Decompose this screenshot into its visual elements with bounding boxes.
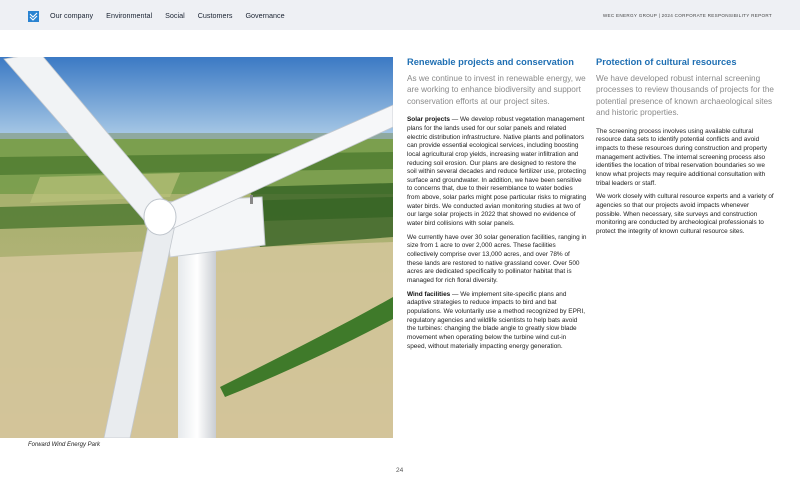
solar-projects-paragraph xyxy=(407,116,587,229)
screening-paragraph: The screening process involves using available cultural resource data sets to identify potential conflicts and avoid impacts to these resources during construction and property management activities. The internal screening process also identifies the location of tribal reservation boundaries so we know what projects may require additional consultation with tribal leaders or staff. xyxy=(596,127,768,187)
solar-projects-label: Solar projects xyxy=(407,116,450,124)
nav-item-social[interactable]: Social xyxy=(165,11,185,20)
top-navigation-bar xyxy=(0,0,800,30)
wind-facilities-paragraph xyxy=(407,291,587,352)
report-title: WEC ENERGY GROUP | 2024 CORPORATE RESPONSIBILITY REPORT xyxy=(602,13,772,18)
nav-item-environmental[interactable]: Environmental xyxy=(106,11,153,20)
section-heading: Renewable projects and conservation xyxy=(407,57,574,67)
solar-facilities-paragraph: We currently have over 30 solar generation facilities, ranging in size from 1 acre to over 2,000 acres. These facilities collectively comprise over 13,000 acres, and over 78% of these lands are restored to native grassland cover. Over 500 acres are dedicated specifically to pollinator habitat that is managed for rich floral diversity. xyxy=(407,233,587,285)
solar-projects-text: — We develop robust vegetation management plans for the lands used for our solar panels and related electric distribution infrastructure. Native plants and pollinators can provide essential ecological services, including boosting local agricultural crop yields, increasing water infiltration and reducing soil erosion. Our plans are designed to restore the soil within several decades and reduce fertilizer use, protecting surface and groundwater. In addition, we have been sensitive to concerns that, due to their resemblance to water bodies from above, solar parks might pose particular risks to migrating water birds. We conducted avian monitoring studies at two of our large solar projects in 2022 that showed no evidence of water bird collisions with solar panels. xyxy=(407,116,587,228)
nav-item-governance[interactable]: Governance xyxy=(245,11,285,20)
page-number: 24 xyxy=(396,467,404,474)
experts-paragraph: We work closely with cultural resource experts and a variety of agencies so that our projects avoid impacts whenever possible. When necessary, site surveys and construction monitoring are conducted by archeological professionals to protect the integrity of known cultural resource sites. xyxy=(596,193,774,235)
cultural-resources-section xyxy=(596,57,774,242)
wind-turbine-photo xyxy=(0,57,393,438)
section-intro: As we continue to invest in renewable energy, we are working to enhance biodiversity and support conservation efforts at our project sites. xyxy=(407,74,586,106)
main-nav xyxy=(50,11,285,20)
nav-item-customers[interactable]: Customers xyxy=(197,11,233,20)
wind-facilities-label: Wind facilities xyxy=(407,290,451,298)
nav-item-our-company[interactable]: Our company xyxy=(50,11,94,20)
photo-caption: Forward Wind Energy Park xyxy=(28,442,100,448)
section-intro: We have developed robust internal screening processes to review thousands of projects for the potential presence of known archaeological sites and historic properties. xyxy=(596,74,774,118)
company-logo-icon[interactable] xyxy=(28,11,39,22)
section-heading: Protection of cultural resources xyxy=(596,57,737,67)
wind-facilities-text: — We implement site-specific plans and adaptive strategies to reduce impacts to bird and bat populations. We voluntarily use a method recognized by EPRI, regulatory agencies and wildlife scientists to help bats avoid the turbines: changing the blade angle to greatly slow blade movement when operating below the turbine wind cut-in speed, without materially impacting energy generation. xyxy=(407,290,586,350)
renewable-projects-section xyxy=(407,57,587,356)
